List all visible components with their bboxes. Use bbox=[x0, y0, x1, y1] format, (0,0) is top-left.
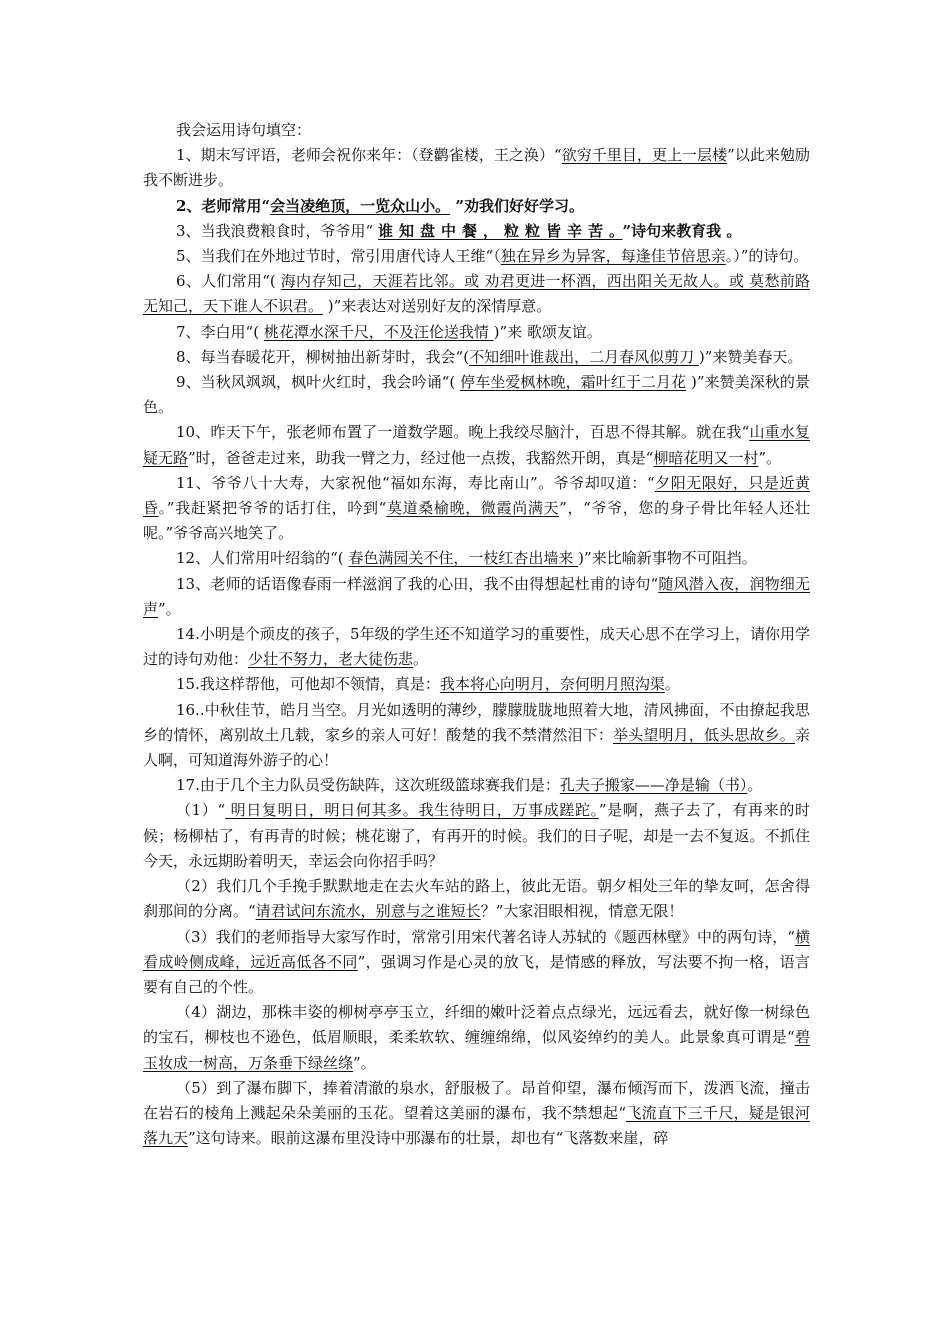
worksheet-title: 我会运用诗句填空： bbox=[176, 121, 312, 139]
answer-text: 明日复明日，明日何其多。我生待明日，万事成蹉跎。 bbox=[225, 801, 599, 820]
prompt-text: 。 bbox=[747, 776, 763, 795]
answer-text: 横看成岭侧成峰，远近高低各不同 bbox=[143, 927, 810, 971]
fill-in-item bbox=[143, 420, 810, 470]
prompt-text: 16..中秋佳节，皓月当空。月光如透明的薄纱，朦朦胧胧地照着大地，清风拂面，不由撩起我思乡的情怀，离别故土几载，家乡的亲人可好！酸楚的我不禁潸然泪下： bbox=[143, 700, 810, 744]
prompt-text: 9、当秋风飒飒，枫叶火红时，我会吟诵“( bbox=[176, 373, 461, 392]
answer-text: 春色满园关不住，一枝红杏出墙来 bbox=[348, 549, 579, 568]
answer-text: 随风潜入夜，润物细无声 bbox=[143, 574, 810, 618]
answer-text: 飞流直下三千尺，疑是银河落九天 bbox=[143, 1103, 810, 1148]
fill-in-item bbox=[143, 471, 810, 547]
prompt-text: 12、人们常用叶绍翁的“( bbox=[176, 549, 349, 568]
answer-text: 不知细叶谁裁出，二月春风似剪刀 bbox=[469, 347, 699, 366]
prompt-text: 。 bbox=[413, 650, 429, 669]
prompt-text: ”时，爸爸走过来，助我一臂之力，经过他一点拨，我豁然开朗，真是“ bbox=[188, 448, 654, 467]
prompt-text: （3）我们的老师指导大家写作时，常常引用宋代著名诗人苏轼的《题西林壁》中的两句诗，“ bbox=[176, 927, 795, 946]
prompt-text: ”，强调习作是心灵的放飞，是情感的释放，写法要不拘一格，语言要有自己的个性。 bbox=[143, 952, 810, 996]
prompt-text: 14.小明是个顽皮的孩子，5年级的学生还不知道学习的重要性，成天心思不在学习上，请你用学过的诗句劝他： bbox=[143, 625, 810, 669]
prompt-text: 亲人啊，可知道海外游子的心！ bbox=[143, 725, 810, 770]
prompt-text: 。”我赶紧把爷爷的话打住，吟到“ bbox=[158, 499, 387, 518]
prompt-text: )”来 歌颂友谊。 bbox=[493, 322, 602, 341]
answer-text: 柳暗花明又一村 bbox=[653, 448, 759, 467]
prompt-text: )”来赞美深秋的景色。 bbox=[143, 373, 810, 417]
prompt-text: 2、老师常用“ bbox=[176, 196, 271, 215]
answer-text: 会当凌绝顶，一览众山小。 bbox=[270, 196, 451, 215]
prompt-text: ”以此来勉励我不断进步。 bbox=[143, 146, 810, 190]
answer-text: 山重水复疑无路 bbox=[143, 423, 810, 467]
prompt-text: （4）湖边，那株丰姿的柳树亭亭玉立，纤细的嫩叶泛着点点绿光，远远看去，就好像一树绿色的宝石，柳枝也不逊色，低眉顺眼，柔柔软软、缠缠绵绵，似风姿绰约的美人。此景象真可谓是“ bbox=[143, 1003, 810, 1047]
prompt-text: 。 bbox=[664, 675, 680, 694]
prompt-text: 11、爷爷八十大寿，大家祝他“福如东海，寿比南山”。爷爷却叹道：“ bbox=[176, 473, 655, 492]
prompt-text: )”来比喻新事物不可阻挡。 bbox=[578, 549, 757, 568]
prompt-text: （1）“ bbox=[176, 801, 226, 820]
prompt-text: （2）我们几个手挽手默默地走在去火车站的路上，彼此无语。朝夕相处三年的挚友呵，怎舍得刹那间的分离。“ bbox=[143, 877, 810, 921]
answer-text: 少壮不努力，老大徒伤悲 bbox=[248, 650, 414, 669]
fill-in-item bbox=[143, 345, 810, 370]
prompt-text: 15.我这样帮他，可他却不领情，真是： bbox=[176, 675, 440, 694]
prompt-text: )”来赞美春天。 bbox=[698, 347, 803, 366]
fill-in-item bbox=[143, 194, 810, 219]
fill-in-item bbox=[143, 546, 810, 571]
answer-text: 独在异乡为异客，每逢佳节倍思亲 bbox=[500, 247, 726, 266]
prompt-text: 1、期末写评语，老师会祝你来年：（登鹳雀楼，王之涣）“ bbox=[176, 146, 562, 165]
prompt-text: 5、当我们在外地过节时，常引用唐代诗人王维“（ bbox=[176, 247, 501, 266]
fill-in-item bbox=[143, 1000, 810, 1076]
prompt-text: 6、人们常用“( bbox=[176, 272, 281, 291]
prompt-text: ”。 bbox=[158, 599, 181, 618]
fill-in-item bbox=[143, 622, 810, 672]
answer-text: 举头望明月，低头思故乡。 bbox=[613, 725, 795, 744]
answer-text: 停车坐爱枫林晚，霜叶红于二月花 bbox=[460, 373, 687, 392]
prompt-text: （5）到了瀑布脚下，捧着清澈的泉水，舒服极了。昂首仰望，瀑布倾泻而下，泼洒飞流，撞击在岩石的棱角上溅起朵朵美丽的玉花。望着这美丽的瀑布，我不禁想起“ bbox=[143, 1078, 810, 1122]
prompt-text: ”是啊，燕子去了，有再来的时候；杨柳枯了，有再青的时候；桃花谢了，有再开的时候。我们的日子呢，却是一去不复返。不抓住今天，永远期盼着明天，幸运会向你招手吗？ bbox=[143, 801, 811, 870]
prompt-text: 。）”的诗句。 bbox=[725, 247, 809, 266]
fill-in-item bbox=[143, 244, 810, 269]
prompt-text: ”这句诗来。眼前这瀑布里没诗中那瀑布的壮景，却也有“飞落数来崖，碎 bbox=[188, 1129, 669, 1148]
answer-text: 莫道桑榆晚，微霞尚满天 bbox=[386, 499, 560, 518]
answer-text: 孔夫子搬家——净是输（书） bbox=[559, 776, 748, 795]
fill-in-item bbox=[143, 798, 810, 874]
prompt-text: ”，“爷爷，您的身子骨比年轻人还壮呢。”爷爷高兴地笑了。 bbox=[143, 499, 810, 543]
prompt-text: 13、老师的话语像春雨一样滋润了我的心田，我不由得想起杜甫的诗句“ bbox=[176, 574, 659, 593]
answer-text: 我本将心向明月，奈何明月照沟渠 bbox=[439, 675, 665, 694]
prompt-text: 10、昨天下午，张老师布置了一道数学题。晚上我绞尽脑汁，百思不得其解。就在我“ bbox=[176, 423, 750, 442]
answer-text: 桃花潭水深千尺，不及汪伦送我情 bbox=[263, 322, 494, 341]
fill-in-item bbox=[143, 269, 810, 319]
fill-in-item bbox=[143, 219, 810, 244]
prompt-text: ”诗句来教育我 。 bbox=[622, 221, 742, 240]
answer-text: 欲穷千里目，更上一层楼 bbox=[561, 146, 728, 165]
prompt-text: ？”大家泪眼相视，情意无限！ bbox=[480, 902, 684, 921]
prompt-text: 3、当我浪费粮食时，爷爷用“ bbox=[176, 221, 378, 240]
fill-in-item bbox=[143, 773, 810, 798]
fill-in-item bbox=[143, 143, 810, 193]
prompt-text: 17.由于几个主力队员受伤缺阵，这次班级篮球赛我们是： bbox=[176, 776, 560, 795]
fill-in-item bbox=[143, 572, 810, 622]
fill-in-item bbox=[143, 370, 810, 420]
answer-text: 碧玉妆成一树高，万条垂下绿丝绦 bbox=[143, 1028, 810, 1072]
fill-in-item bbox=[143, 672, 810, 697]
prompt-text: ”。 bbox=[353, 1053, 376, 1072]
fill-in-item bbox=[143, 698, 810, 774]
answer-text: 海内存知己，天涯若比邻。或 劝君更进一杯酒，西出阳关无故人。或 莫愁前路无知己，天下谁人不识君。 bbox=[143, 272, 810, 316]
prompt-text: 8、每当春暖花开，柳树抽出新芽时，我会“( bbox=[176, 347, 470, 366]
prompt-text: ”。 bbox=[758, 448, 782, 467]
prompt-text: )”来表达对送别好友的深情厚意。 bbox=[323, 297, 552, 316]
fill-in-item bbox=[143, 874, 810, 924]
fill-in-items bbox=[143, 143, 810, 1151]
answer-text: 谁知盘中餐，粒粒皆辛苦。 bbox=[377, 221, 623, 240]
answer-text: 夕阳无限好，只是近黄昏 bbox=[143, 473, 810, 518]
prompt-text: ”劝我们好好学习。 bbox=[450, 196, 584, 215]
prompt-text: 7、李白用“( bbox=[176, 322, 264, 341]
fill-in-item bbox=[143, 320, 810, 345]
answer-text: 请君试问东流水，别意与之谁短长 bbox=[255, 902, 481, 921]
fill-in-item bbox=[143, 925, 810, 1001]
fill-in-item bbox=[143, 1076, 810, 1152]
